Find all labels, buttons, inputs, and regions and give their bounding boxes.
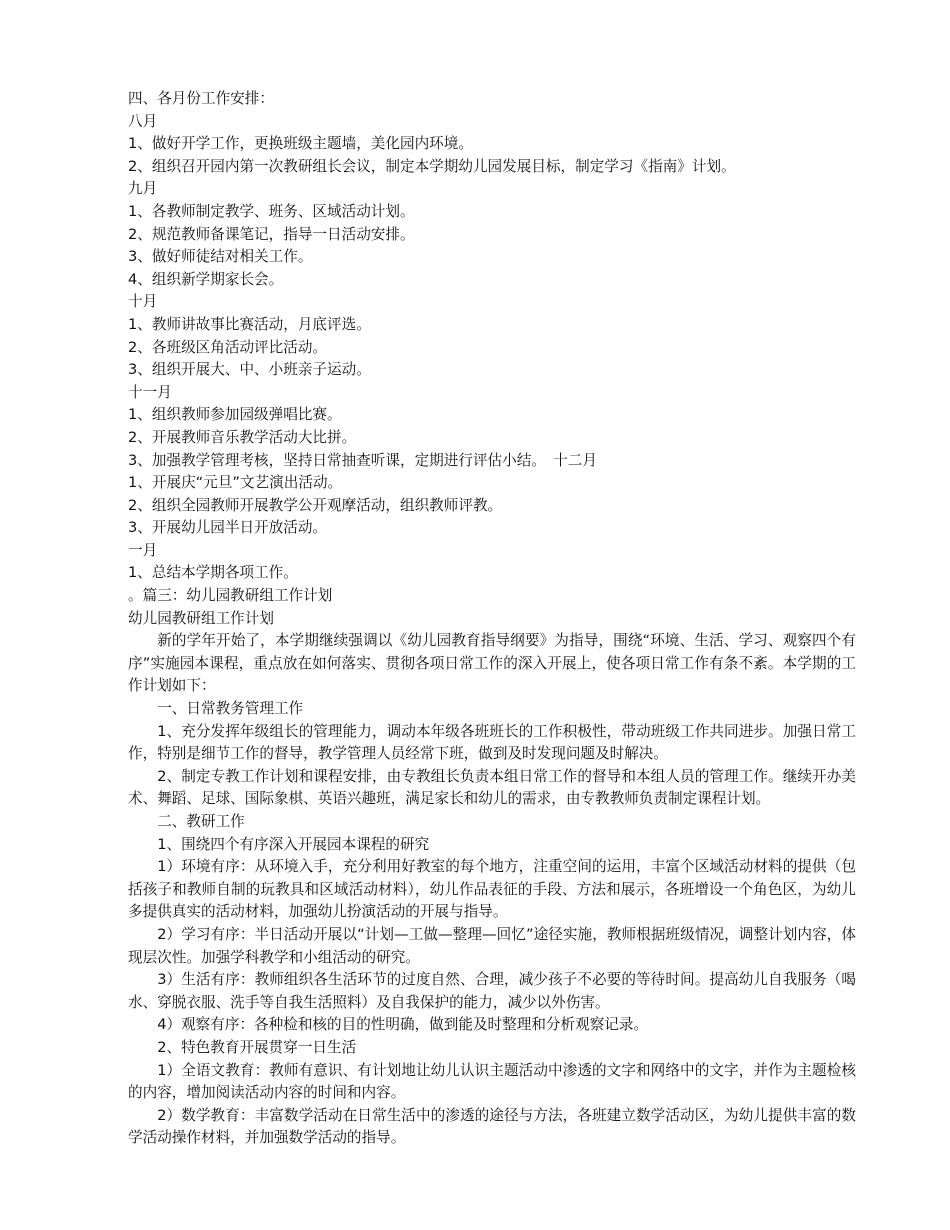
list-item: 1、总结本学期各项工作。 xyxy=(128,564,298,582)
body-paragraph: 2）数学教育：丰富数学活动在日常生活中的渗透的途径与方法，各班建立数学活动区，为幼儿提供丰富的数学活动操作材料，并加强数学活动的指导。 xyxy=(128,1106,856,1147)
month-heading-november: 十一月 xyxy=(128,383,172,401)
list-item: 3、加强教学管理考核，坚持日常抽查听课，定期进行评估小结。 十二月 xyxy=(128,451,597,469)
subheading: 二、教研工作 xyxy=(157,813,245,830)
body-paragraph: 2、制定专教工作计划和课程安排，由专教组长负责本组日常工作的督导和本组人员的管理工作。继续开办美术、舞蹈、足球、国际象棋、英语兴趣班，满足家长和幼儿的需求，由专教教师负责制定课程计划。 xyxy=(128,767,856,808)
body-paragraph: 1）环境有序：从环境入手，充分利用好教室的每个地方，注重空间的运用，丰富个区域活动材料的提供（包括孩子和教师自制的玩教具和区域活动材料），幼儿作品表征的手段、方法和展示，各班增设一个角色区，为幼儿多提供真实的活动材料，加强幼儿扮演活动的开展与指导。 xyxy=(128,858,856,921)
list-item: 2、规范教师备课笔记，指导一日活动安排。 xyxy=(128,225,415,243)
section-heading: 四、各月份工作安排： xyxy=(128,90,274,107)
list-item: 2、各班级区角活动评比活动。 xyxy=(128,338,328,356)
list-item: 1、做好开学工作，更换班级主题墙，美化园内环境。 xyxy=(128,135,473,153)
list-item: 1、组织教师参加园级弹唱比赛。 xyxy=(128,406,342,424)
list-item: 1、各教师制定教学、班务、区域活动计划。 xyxy=(128,202,415,220)
subheading: 一、日常教务管理工作 xyxy=(157,700,304,718)
subheading: 2、特色教育开展贯穿一日生活 xyxy=(157,1038,357,1056)
list-item: 1、开展庆“元旦”文艺演出活动。 xyxy=(128,474,343,492)
month-heading-august: 八月 xyxy=(128,112,158,130)
list-item: 2、组织召开园内第一次教研组长会议，制定本学期幼儿园发展目标，制定学习《指南》计划。 xyxy=(128,157,736,175)
list-item: 1、教师讲故事比赛活动，月底评选。 xyxy=(128,315,371,333)
list-item: 2、组织全园教师开展教学公开观摩活动，组织教师评教。 xyxy=(128,496,503,514)
body-paragraph: 3）生活有序：教师组织各生活环节的过度自然、合理，减少孩子不必要的等待时间。提高幼儿自我服务（喝水、穿脱衣服、洗手等自我生活照料）及自我保护的能力，减少以外伤害。 xyxy=(128,971,856,1011)
month-heading-october: 十月 xyxy=(128,293,158,311)
list-item: 2、开展教师音乐教学活动大比拼。 xyxy=(128,428,357,446)
month-heading-september: 九月 xyxy=(128,180,158,198)
body-paragraph: 4）观察有序：各种检和核的目的性明确，做到能及时整理和分析观察记录。 xyxy=(157,1016,649,1034)
subheading: 1、围绕四个有序深入开展园本课程的研究 xyxy=(157,835,430,853)
monthly-schedule-section xyxy=(128,88,856,630)
list-item: 3、开展幼儿园半日开放活动。 xyxy=(128,519,328,537)
body-paragraph: 1）全语文教育：教师有意识、有计划地让幼儿认识主题活动中渗透的文字和网络中的文字，并作为主题检核的内容，增加阅读活动内容的时间和内容。 xyxy=(128,1061,856,1102)
article-title: 幼儿园教研组工作计划 xyxy=(128,609,274,627)
body-paragraph: 1、充分发挥年级组长的管理能力，调动本年级各班班长的工作积极性，带动班级工作共同进步。加强日常工作，特别是细节工作的督导，教学管理人员经常下班，做到及时发现问题及时解决。 xyxy=(128,722,856,763)
document-page xyxy=(128,88,856,1150)
article-heading: 。篇三：幼儿园教研组工作计划 xyxy=(128,587,333,605)
intro-paragraph: 新的学年开始了，本学期继续强调以《幼儿园教育指导纲要》为指导，围绕“环境、生活、学习、观察四个有序”实施园本课程，重点放在如何落实、贯彻各项日常工作的深入开展上，使各项日常工作有条不紊。本学期的工作计划如下： xyxy=(128,632,856,695)
list-item: 3、做好师徒结对相关工作。 xyxy=(128,248,313,266)
list-item: 3、组织开展大、中、小班亲子运动。 xyxy=(128,361,371,379)
list-item: 4、组织新学期家长会。 xyxy=(128,270,284,288)
month-heading-january: 一月 xyxy=(128,541,158,559)
body-paragraph: 2）学习有序：半日活动开展以“计划—工做—整理—回忆”途径实施，教师根据班级情况，调整计划内容，体现层次性。加强学科教学和小组活动的研究。 xyxy=(128,925,856,966)
article-body xyxy=(128,630,856,1150)
